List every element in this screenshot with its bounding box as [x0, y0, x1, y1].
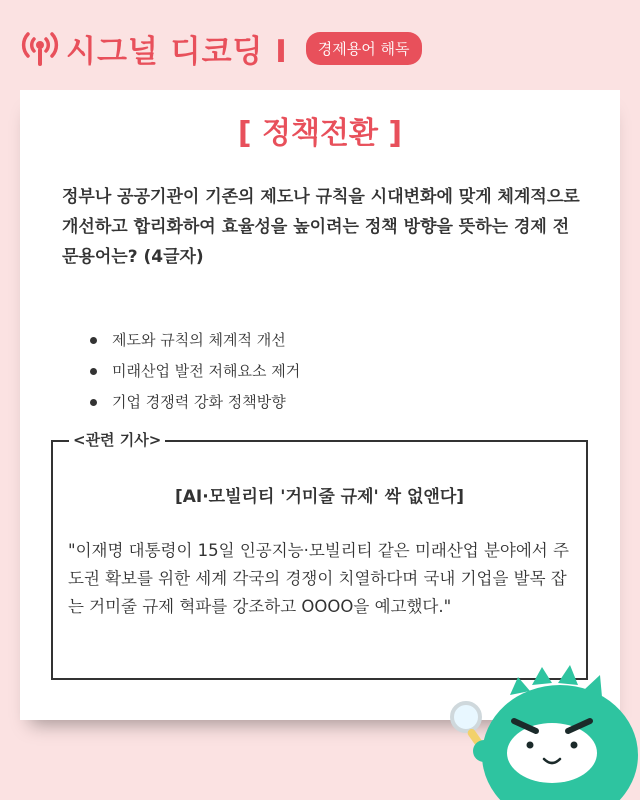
hint-item: 제도와 규칙의 체계적 개선 [90, 325, 300, 356]
hint-item: 미래산업 발전 저해요소 제거 [90, 356, 300, 387]
hint-list [90, 325, 300, 418]
article-label: <관련 기사> [69, 429, 165, 450]
category-tag: 경제용어 해독 [306, 32, 422, 65]
header [18, 20, 422, 76]
dinosaur-mascot-icon [440, 655, 640, 800]
quiz-card [20, 90, 620, 720]
brand-title: 시그널 디코딩 I [66, 33, 288, 70]
term-title: [ 정책전환 ] [237, 116, 403, 151]
article-headline: [AI·모빌리티 '거미줄 규제' 싹 없앤다] [174, 487, 465, 507]
signal-broadcast-icon [18, 26, 62, 70]
related-article-box [51, 431, 588, 680]
article-body: "이재명 대통령이 15일 인공지능·모빌리티 같은 미래산업 분야에서 주도권 확보를 위한 세계 각국의 경쟁이 치열하다며 국내 기업을 발목 잡는 거미줄 규제 혁파를 강조하고 OOOO을 예고했다." [68, 541, 569, 616]
quiz-question: 정부나 공공기관이 기존의 제도나 규칙을 시대변화에 맞게 체계적으로 개선하고 합리화하여 효율성을 높이려는 정책 방향을 뜻하는 경제 전문용어는? (4글자) [62, 187, 580, 267]
hint-item: 기업 경쟁력 강화 정책방향 [90, 387, 300, 418]
